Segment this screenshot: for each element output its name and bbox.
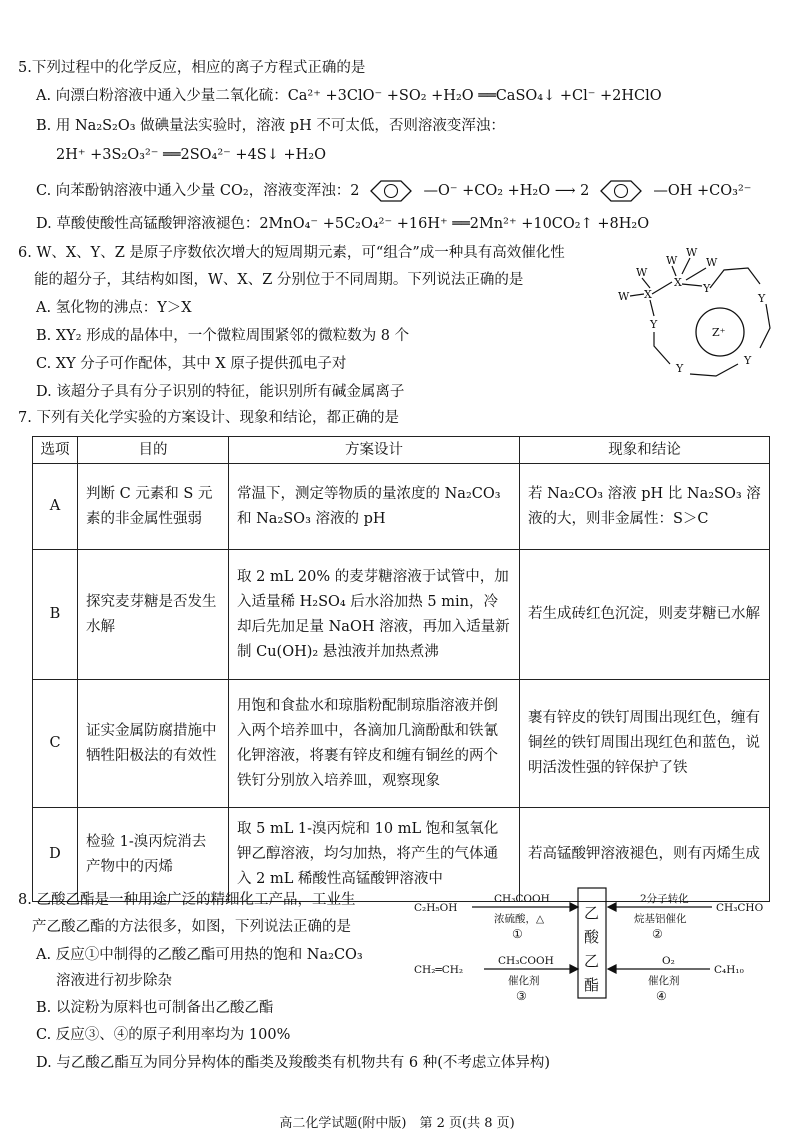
- scheme-condition: 烷基铝催化: [634, 913, 687, 925]
- q8-stem-line1: 8. 乙酸乙酯是一种用途广泛的精细化工产品，工业生: [18, 892, 356, 908]
- scheme-reactant-acetaldehyde: CH₃CHO: [716, 902, 764, 914]
- scheme-step-number: ②: [652, 927, 663, 941]
- q5-c-middle: —O⁻ +CO₂ +H₂O ⟶ 2: [423, 183, 590, 199]
- q5-option-a: A. 向漂白粉溶液中通入少量二氧化硫：Ca²⁺ +3ClO⁻ +SO₂ +H₂O ══CaSO₄↓ +Cl⁻ +2HClO: [36, 88, 662, 104]
- fig-atom-w: W: [618, 290, 630, 303]
- scheme-reactant-butane: C₄H₁₀: [714, 964, 744, 976]
- fig-atom-x: X: [674, 276, 682, 289]
- table-header: 目的: [78, 437, 229, 464]
- table-header: 选项: [33, 437, 78, 464]
- fig-atom-w: W: [686, 246, 698, 259]
- scheme-product-char: 乙: [584, 952, 600, 970]
- row-result: 裹有锌皮的铁钉周围出现红色，缠有铜丝的铁钉周围出现红色和蓝色，说明活泼性强的锌保护了铁: [520, 680, 770, 808]
- row-result: 若生成砖红色沉淀，则麦芽糖已水解: [520, 550, 770, 680]
- scheme-reagent: 2分子转化: [640, 893, 689, 905]
- q6-option-a: A. 氢化物的沸点：Y＞X: [36, 300, 192, 316]
- row-option: D: [33, 808, 78, 902]
- fig-atom-y: Y: [703, 282, 711, 295]
- scheme-step-number: ③: [516, 989, 527, 1003]
- q6-option-c: C. XY 分子可作配体，其中 X 原子提供孤电子对: [36, 356, 347, 372]
- scheme-reagent: CH₃COOH: [494, 893, 550, 905]
- table-row: [33, 550, 770, 680]
- row-goal: 证实金属防腐措施中牺牲阳极法的有效性: [78, 680, 229, 808]
- scheme-condition: 浓硫酸，△: [494, 913, 545, 925]
- row-plan: 用饱和食盐水和琼脂粉配制琼脂溶液并倒入两个培养皿中，各滴加几滴酚酞和铁氰化钾溶液，将裹有锌皮和缠有铜丝的两个铁钉分别放入培养皿，观察现象: [229, 680, 520, 808]
- scheme-reagent: O₂: [662, 955, 675, 967]
- scheme-reactant-ethylene: CH₂═CH₂: [414, 964, 464, 976]
- scheme-step-number: ④: [656, 989, 667, 1003]
- benzene-ring-icon: [593, 178, 649, 204]
- row-option: B: [33, 550, 78, 680]
- row-option: A: [33, 464, 78, 550]
- q8-option-b: B. 以淀粉为原料也可制备出乙酸乙酯: [36, 1000, 274, 1016]
- scheme-condition: 催化剂: [508, 975, 540, 987]
- table-header: 现象和结论: [520, 437, 770, 464]
- q5-option-b: B. 用 Na₂S₂O₃ 做碘量法实验时，溶液 pH 不可太低，否则溶液变浑浊：: [36, 118, 505, 134]
- table-row: [33, 464, 770, 550]
- scheme-reactant-ethanol: C₂H₅OH: [414, 902, 458, 914]
- fig-atom-y: Y: [744, 354, 752, 367]
- row-goal: 探究麦芽糖是否发生水解: [78, 550, 229, 680]
- row-result: 若 Na₂CO₃ 溶液 pH 比 Na₂SO₃ 溶液的大，则非金属性：S＞C: [520, 464, 770, 550]
- row-option: C: [33, 680, 78, 808]
- q8-option-a: A. 反应①中制得的乙酸乙酯可用热的饱和 Na₂CO₃: [36, 947, 363, 963]
- q6-stem-line1: 6. W、X、Y、Z 是原子序数依次增大的短周期元素，可“组合”成一种具有高效催化性: [18, 245, 565, 261]
- q7-table: [32, 436, 770, 902]
- row-goal: 判断 C 元素和 S 元素的非金属性强弱: [78, 464, 229, 550]
- supramolecule-structure-figure: [606, 236, 790, 388]
- fig-atom-w: W: [636, 266, 648, 279]
- q5-c-prefix: C. 向苯酚钠溶液中通入少量 CO₂，溶液变浑浊：2: [36, 183, 360, 199]
- fig-atom-w: W: [666, 254, 678, 267]
- fig-ion-z: Z⁺: [712, 326, 726, 339]
- scheme-product-char: 乙: [584, 904, 600, 922]
- q6-option-d: D. 该超分子具有分子识别的特征，能识别所有碱金属离子: [36, 384, 405, 400]
- table-header: 方案设计: [229, 437, 520, 464]
- table-header-row: [33, 437, 770, 464]
- fig-atom-w: W: [706, 256, 718, 269]
- scheme-condition: 催化剂: [648, 975, 680, 987]
- q5-stem: 5.下列过程中的化学反应，相应的离子方程式正确的是: [18, 60, 366, 76]
- q6-stem-line2: 能的超分子，其结构如图，W、X、Z 分别位于不同周期。下列说法正确的是: [34, 272, 524, 288]
- q5-option-c: [36, 178, 751, 204]
- ethyl-acetate-synthesis-scheme: [412, 882, 782, 1006]
- table-row: [33, 680, 770, 808]
- fig-atom-x: X: [644, 288, 652, 301]
- q8-stem-line2: 产乙酸乙酯的方法很多，如图，下列说法正确的是: [32, 919, 351, 935]
- page-footer: 高二化学试题(附中版) 第 2 页(共 8 页): [279, 1116, 515, 1131]
- q6-option-b: B. XY₂ 形成的晶体中，一个微粒周围紧邻的微粒数为 8 个: [36, 328, 410, 344]
- q5-option-b-equation: 2H⁺ +3S₂O₃²⁻ ══2SO₄²⁻ +4S↓ +H₂O: [56, 147, 326, 163]
- scheme-product-char: 酯: [584, 976, 600, 994]
- row-plan: 取 5 mL 1-溴丙烷和 10 mL 饱和氢氧化钾乙醇溶液，均匀加热，将产生的气体通入 2 mL 稀酸性高锰酸钾溶液中: [229, 808, 520, 902]
- fig-atom-y: Y: [758, 292, 766, 305]
- row-plan: 常温下，测定等物质的量浓度的 Na₂CO₃ 和 Na₂SO₃ 溶液的 pH: [229, 464, 520, 550]
- scheme-reagent: CH₃COOH: [498, 955, 554, 967]
- scheme-product-char: 酸: [584, 928, 600, 946]
- fig-atom-y: Y: [676, 362, 684, 375]
- q7-stem: 7. 下列有关化学实验的方案设计、现象和结论，都正确的是: [18, 410, 399, 426]
- row-plan: 取 2 mL 20% 的麦芽糖溶液于试管中，加入适量稀 H₂SO₄ 后水浴加热 5 min，冷却后先加足量 NaOH 溶液，再加入适量新制 Cu(OH)₂ 悬浊液并加热煮沸: [229, 550, 520, 680]
- row-result: 若高锰酸钾溶液褪色，则有丙烯生成: [520, 808, 770, 902]
- row-goal: 检验 1-溴丙烷消去产物中的丙烯: [78, 808, 229, 902]
- q8-option-c: C. 反应③、④的原子利用率均为 100%: [36, 1027, 291, 1043]
- q8-option-a-cont: 溶液进行初步除杂: [56, 973, 172, 989]
- fig-atom-y: Y: [650, 318, 658, 331]
- q5-option-d: D. 草酸使酸性高锰酸钾溶液褪色：2MnO₄⁻ +5C₂O₄²⁻ +16H⁺ ══2Mn²⁺ +10CO₂↑ +8H₂O: [36, 216, 650, 232]
- scheme-step-number: ①: [512, 927, 523, 941]
- q8-option-d: D. 与乙酸乙酯互为同分异构体的酯类及羧酸类有机物共有 6 种(不考虑立体异构): [36, 1055, 551, 1071]
- q5-c-suffix: —OH +CO₃²⁻: [653, 183, 752, 199]
- benzene-ring-icon: [363, 178, 419, 204]
